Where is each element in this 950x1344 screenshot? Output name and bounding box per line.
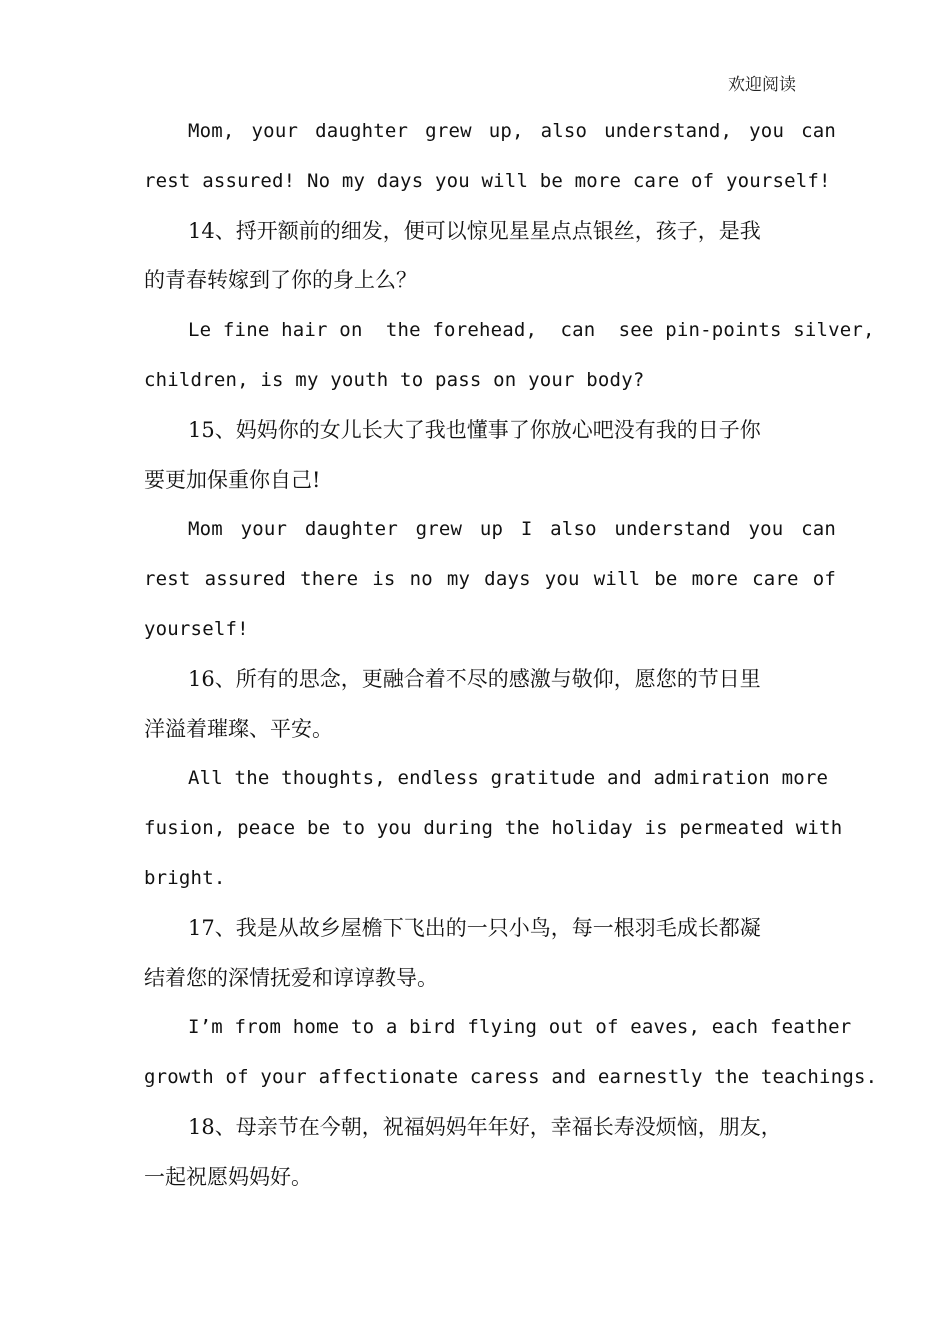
- text-line: bright.: [144, 866, 226, 889]
- text-line: rest assured! No my days you will be more care of yourself!: [144, 169, 831, 192]
- text-line: 要更加保重你自己!: [144, 467, 321, 492]
- text-line: 15、妈妈你的女儿长大了我也懂事了你放心吧没有我的日子你: [188, 417, 761, 442]
- text-line: children, is my youth to pass on your body?: [144, 368, 645, 391]
- text-line: 17、我是从故乡屋檐下飞出的一只小鸟，每一根羽毛成长都凝: [188, 915, 761, 940]
- text-line: 洋溢着璀璨、平安。: [144, 716, 333, 741]
- text-line: fusion, peace be to you during the holiday is permeated with: [144, 817, 843, 840]
- text-line: 结着您的深情抚爱和谆谆教导。: [144, 965, 438, 990]
- text-line: All the thoughts, endless gratitude and admiration more: [188, 767, 829, 790]
- header-note: 欢迎阅读: [728, 75, 796, 95]
- text-line: growth of your affectionate caress and earnestly the teachings.: [144, 1066, 878, 1089]
- text-line: 14、捋开额前的细发，便可以惊见星星点点银丝，孩子，是我: [188, 218, 761, 243]
- text-line: Mom your daughter grew up I also understand you can: [188, 518, 836, 541]
- text-line: Mom, your daughter grew up, also understand, you can: [188, 120, 836, 142]
- text-line: 的青春转嫁到了你的身上么？: [144, 268, 417, 293]
- text-line: yourself!: [144, 617, 249, 640]
- text-line: rest assured there is no my days you will be more care of: [144, 568, 836, 591]
- text-line: I’m from home to a bird flying out of eaves, each feather: [188, 1016, 852, 1039]
- body-text: [144, 107, 878, 1203]
- text-line: Le fine hair on the forehead, can see pin-points silver,: [188, 319, 875, 342]
- text-line: 16、所有的思念，更融合着不尽的感激与敬仰，愿您的节日里: [188, 666, 761, 691]
- text-line: 一起祝愿妈妈好。: [144, 1164, 312, 1189]
- text-line: 18、母亲节在今朝，祝福妈妈年年好，幸福长寿没烦恼，朋友，: [188, 1114, 782, 1139]
